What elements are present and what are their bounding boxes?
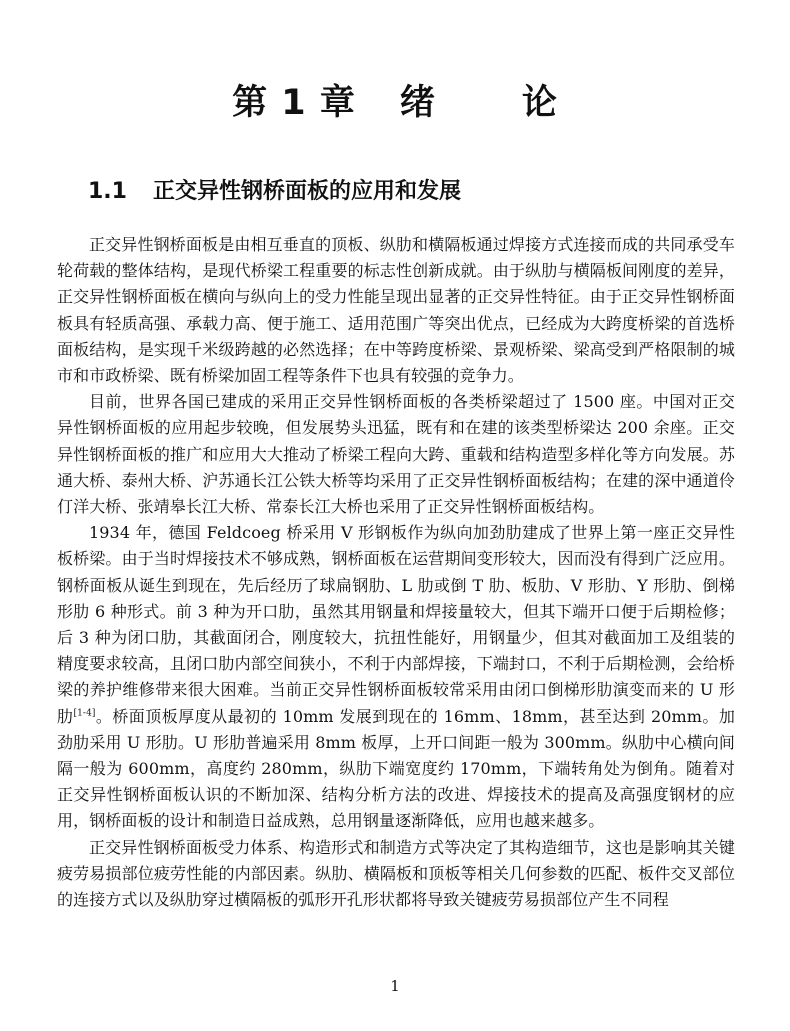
chapter-title-char-1: 绪 — [399, 83, 436, 123]
paragraph-3-text-after-citation: 。桥面顶板厚度从最初的 10mm 发展到现在的 16mm、18mm，甚至达到 20mm。加劲肋采用 U 形肋。U 形肋普遍采用 8mm 板厚，上开口间距一般为 300mm。纵肋中心横向间隔一般为 600mm，高度约 280mm，纵肋下端宽度约 170mm，下端转角处为倒角。随着对正交异性钢桥面板认识的不断加深、结构分析方法的改进、焊接技术的提高及高强度钢材的应用，钢桥面板的设计和制造日益成熟，总用钢量逐渐降低，应用也越来越多。 — [57, 706, 735, 831]
paragraph-2: 目前，世界各国已建成的采用正交异性钢桥面板的各类桥梁超过了 1500 座。中国对正交异性钢桥面板的应用起步较晚，但发展势头迅猛，既有和在建的该类型桥梁达 200 余座。正交异性钢桥面板的推广和应用大大推动了桥梁工程向大跨、重载和结构造型多样化等方向发展。苏通大桥、泰州大桥、沪苏通长江公铁大桥等均采用了正交异性钢桥面板结构；在建的深中通道伶仃洋大桥、张靖皋长江大桥、常泰长江大桥也采用了正交异性钢桥面板结构。 — [57, 392, 735, 517]
section-number: 1.1 — [88, 179, 127, 204]
body-text — [57, 232, 735, 913]
chapter-title — [0, 78, 790, 128]
page-number: 1 — [390, 977, 400, 995]
paragraph-1: 正交异性钢桥面板是由相互垂直的顶板、纵肋和横隔板通过焊接方式连接而成的共同承受车轮荷载的整体结构，是现代桥梁工程重要的标志性创新成就。由于纵肋与横隔板间刚度的差异，正交异性钢桥面板在横向与纵向上的受力性能呈现出显著的正交异性特征。由于正交异性钢桥面板具有轻质高强、承载力高、便于施工、适用范围广等突出优点，已经成为大跨度桥梁的首选桥面板结构，是实现千米级跨越的必然选择；在中等跨度桥梁、景观桥梁、梁高受到严格限制的城市和市政桥梁、既有桥梁加固工程等条件下也具有较强的竞争力。 — [57, 235, 735, 386]
paragraph-3 — [57, 520, 735, 834]
section-title: 正交异性钢桥面板的应用和发展 — [152, 179, 461, 204]
chapter-label: 第 1 章 — [232, 83, 356, 123]
paragraph-3-text-before-citation: 1934 年，德国 Feldcoeg 桥采用 V 形钢板作为纵向加劲肋建成了世界上第一座正交异性板桥梁。由于当时焊接技术不够成熟，钢桥面板在运营期间变形较大，因而没有得到广泛应用。钢桥面板从诞生到现在，先后经历了球扁钢肋、L 肋或倒 T 肋、板肋、V 形肋、Y 形肋、倒梯形肋 6 种形式。前 3 种为开口肋，虽然其用钢量和焊接量较大，但其下端开口便于后期检修；后 3 种为闭口肋，其截面闭合，刚度较大，抗扭性能好，用钢量少，但其对截面加工及组装的精度要求较高，且闭口肋内部空间狭小，不利于内部焊接，下端封口，不利于后期检测，会给桥梁的养护维修带来很大困难。当前正交异性钢桥面板较常采用由闭口倒梯形肋演变而来的 U 形肋 — [57, 523, 735, 726]
section-heading — [88, 176, 461, 208]
chapter-title-char-2: 论 — [521, 83, 558, 123]
citation-reference: [1-4] — [73, 708, 96, 719]
paragraph-4: 正交异性钢桥面板受力体系、构造形式和制造方式等决定了其构造细节，这也是影响其关键疲劳易损部位疲劳性能的内部因素。纵肋、横隔板和顶板等相关几何参数的匹配、板件交叉部位的连接方式以及纵肋穿过横隔板的弧形开孔形状都将导致关键疲劳易损部位产生不同程 — [57, 837, 735, 910]
